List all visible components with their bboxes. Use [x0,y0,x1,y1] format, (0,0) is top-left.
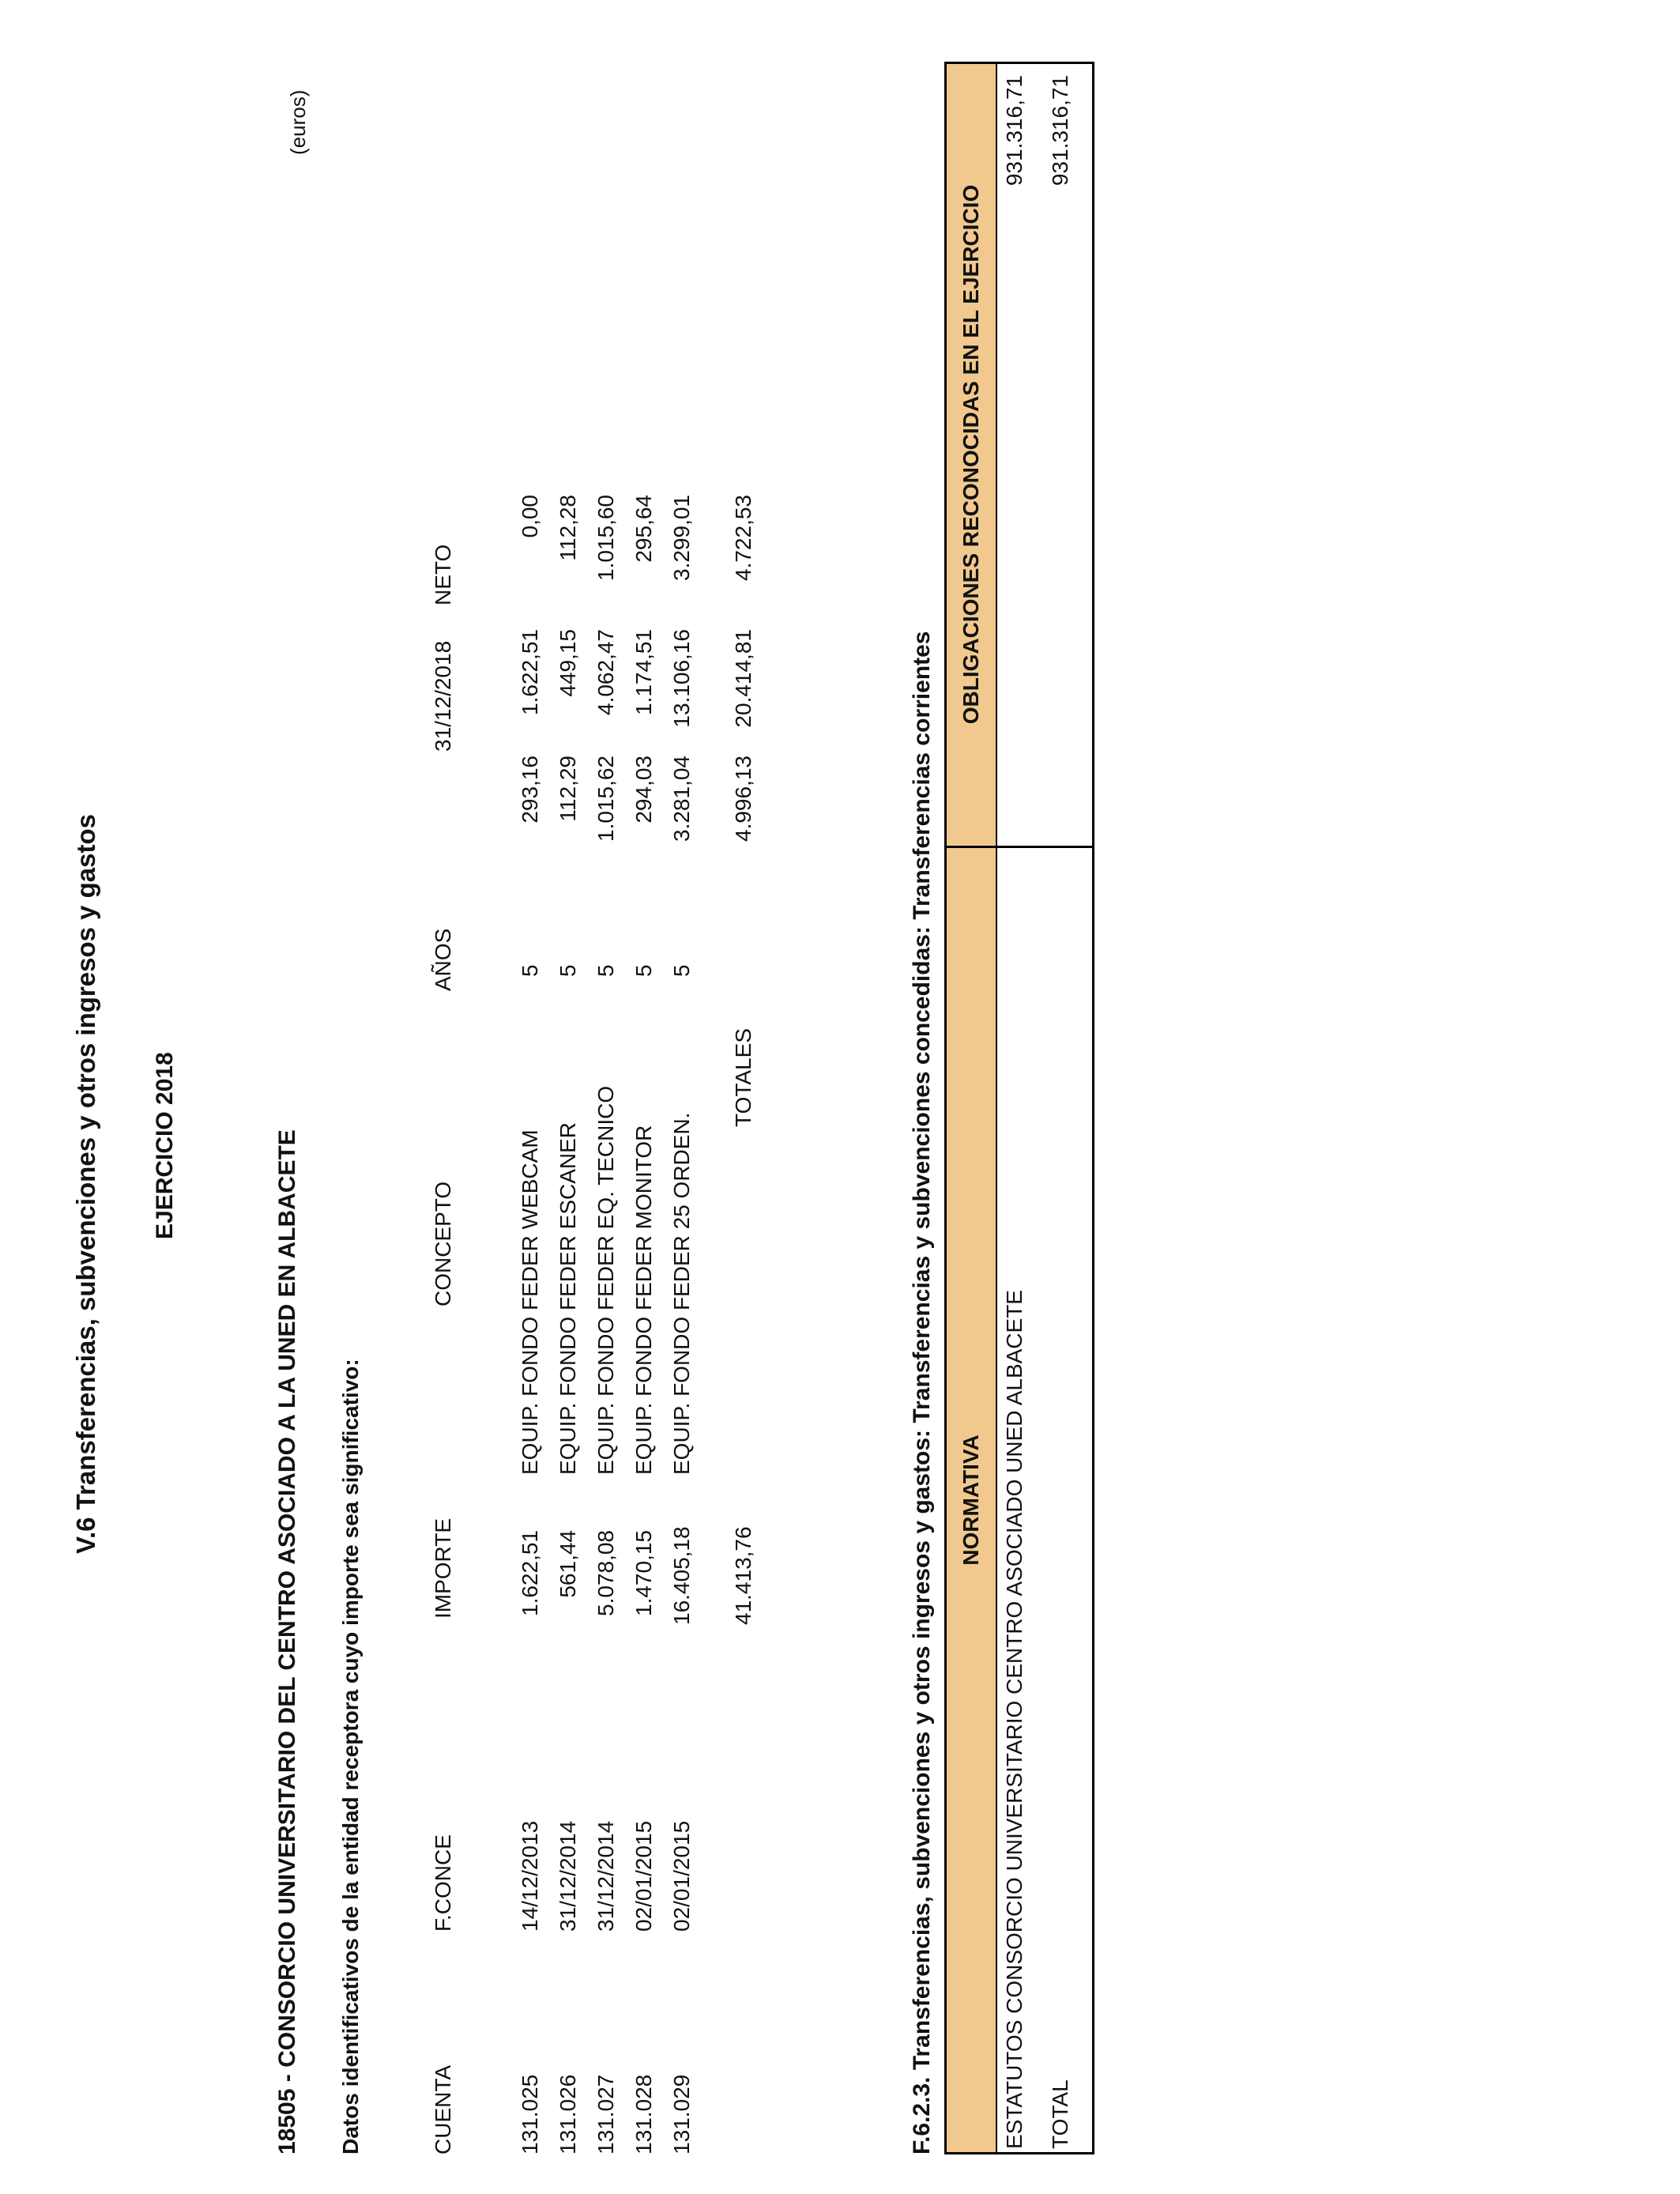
obligations-table [944,62,1094,2154]
grant-cell-fconce: 14/12/2013 [518,1820,542,1932]
grant-cell-neto: 112,28 [556,495,580,561]
col-header-obligaciones: OBLIGACIONES RECONOCIDAS EN EL EJERCICIO [959,184,983,725]
grant-cell-col2: 1.622,51 [518,629,542,715]
grant-cell-col1: 3.281,04 [669,756,694,842]
grant-cell-col2: 449,15 [556,629,580,697]
col-header-cuenta: CUENTA [431,2064,455,2154]
entity-title: 18505 - CONSORCIO UNIVERSITARIO DEL CENTRO ASOCIADO A LA UNED EN ALBACETE [274,1129,300,2154]
grant-cell-fconce: 31/12/2014 [556,1820,580,1932]
col-header-neto: NETO [431,544,455,605]
grant-cell-fconce: 02/01/2015 [631,1820,656,1932]
grant-cell-neto: 0,00 [518,495,542,538]
obligations-header-row [947,64,997,2152]
totals-importe: 41.413,76 [731,1526,755,1625]
units-label: (euros) [286,89,310,155]
grant-cell-concepto: EQUIP. FONDO FEDER MONITOR [631,1125,656,1475]
totals-col1: 4.996,13 [731,756,755,842]
grant-cell-concepto: EQUIP. FONDO FEDER EQ. TECNICO [593,1085,618,1475]
grant-cell-neto: 3.299,01 [669,495,694,581]
section-f-title-text: . Transferencias, subvenciones y otros ingresos y gastos: Transferencias y subvenciones concedidas: Transferencias corrientes [909,631,935,2083]
section-f-title [909,631,936,2154]
col-header-fecha: 31/12/2018 [431,640,455,752]
section-subtitle: Datos identificativos de la entidad receptora cuyo importe sea significativo: [338,1359,363,2154]
grant-cell-fconce: 02/01/2015 [669,1820,694,1932]
obligaciones-cell: 931.316,71 [1002,75,1026,187]
col-header-normativa: NORMATIVA [959,1434,983,1566]
grant-cell-importe: 5.078,08 [593,1530,618,1616]
col-header-fconce: F.CONCE [431,1834,455,1932]
grant-cell-cuenta: 131.025 [518,2074,542,2154]
grant-cell-col2: 1.174,51 [631,629,656,715]
grant-cell-neto: 1.015,60 [593,495,618,581]
section-f-code: F.6.2.3 [909,2083,935,2154]
col-header-importe: IMPORTE [431,1517,455,1619]
grant-cell-importe: 16.405,18 [669,1526,694,1625]
totals-label: TOTALES [731,1027,755,1127]
grant-cell-col2: 4.062,47 [593,629,618,715]
grant-cell-cuenta: 131.028 [631,2074,656,2154]
grant-cell-importe: 1.622,51 [518,1530,542,1616]
grant-cell-anos: 5 [556,964,580,977]
total-value-cell: 931.316,71 [1048,75,1072,187]
total-label-cell: TOTAL [1048,2079,1072,2149]
grant-cell-concepto: EQUIP. FONDO FEDER 25 ORDEN. [669,1112,694,1475]
grant-cell-anos: 5 [518,964,542,977]
grant-cell-col1: 294,03 [631,756,656,824]
grant-cell-importe: 561,44 [556,1530,580,1598]
grant-cell-col2: 13.106,16 [669,629,694,728]
normativa-cell: ESTATUTOS CONSORCIO UNIVERSITARIO CENTRO ASOCIADO UNED ALBACETE [1002,1290,1026,2149]
totals-neto: 4.722,53 [731,495,755,581]
grant-cell-anos: 5 [593,964,618,977]
grant-cell-col1: 112,29 [556,756,580,822]
grant-cell-concepto: EQUIP. FONDO FEDER ESCANER [556,1122,580,1475]
col-header-anos: AÑOS [431,928,455,991]
grant-cell-fconce: 31/12/2014 [593,1820,618,1932]
grant-cell-neto: 295,64 [631,495,656,563]
page-title: V.6 Transferencias, subvenciones y otros ingresos y gastos [71,813,100,1554]
grant-cell-cuenta: 131.027 [593,2074,618,2154]
grant-cell-anos: 5 [631,964,656,977]
exercise-label: EJERCICIO 2018 [152,1052,178,1239]
col-header-concepto: CONCEPTO [431,1181,455,1306]
totals-col2: 20.414,81 [731,629,755,728]
grant-cell-importe: 1.470,15 [631,1530,656,1616]
grant-cell-cuenta: 131.029 [669,2074,694,2154]
column-divider [947,846,1092,848]
grant-cell-anos: 5 [669,964,694,977]
grant-cell-concepto: EQUIP. FONDO FEDER WEBCAM [518,1129,542,1475]
grant-cell-col1: 1.015,62 [593,756,618,842]
grant-cell-cuenta: 131.026 [556,2074,580,2154]
grant-cell-col1: 293,16 [518,756,542,824]
